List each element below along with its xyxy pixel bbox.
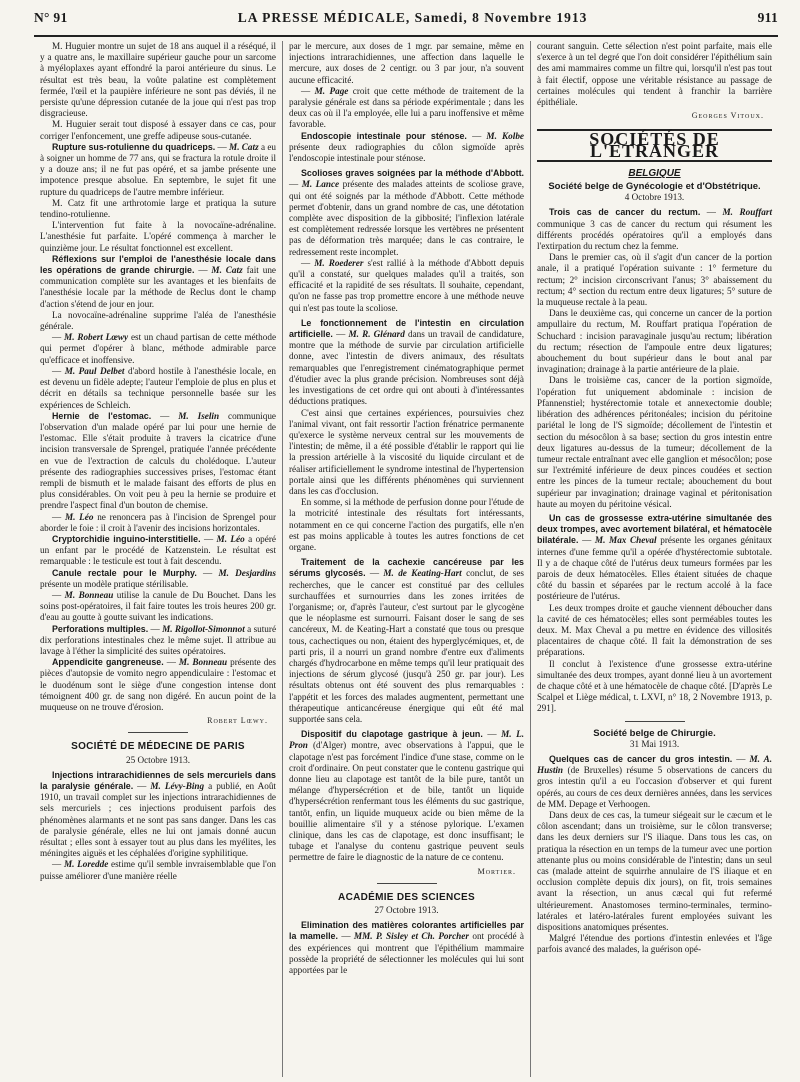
article-author: M. Lance: [301, 179, 340, 190]
article-text: ont procédé à des expériences qui montrent que l'épithélium mammaire possède la propriété de sélectionner les molécules qui lui sont apportées par le: [289, 931, 525, 976]
article-text: s'est rallié à la méthode d'Abbott depuis qu'il a constaté, sur quelques malades qu'il a traités, son efficacité et la rapidité de ses résultats. Il souhaite, cependant, qu'on ne fasse pas trop promettre encore à une méthode neuve qui n'est pas toute la scoliose.: [289, 257, 525, 313]
article-text: présente les organes génitaux internes d'une femme qu'il a opérée d'hystérectomie subtotale. Il y a de chaque côté de l'utérus deux tumeurs formées par les parois de deux hématocèles. Elles étaient situées de chaque côté du bassin et séparées par le rectum accolé à la face postérieure de l'utérus.: [537, 535, 773, 602]
section-heading: SOCIÉTÉ DE MÉDECINE DE PARIS: [71, 741, 245, 753]
article-author: M. R. Glénard: [348, 329, 405, 340]
article: Traitement de la cachexie cancéreuse par les sérums glycosés. — M. de Keating-Hart conclut, de ses recherches, que le cancer est constitué par des cellules surchauffées et surnourries dans les zones irritées de l'organisme; or, d'après l'auteur, c'est surtout par le glycogène que le néoplasme est surnourri. Faisant doser le sang de ses cancéreux, M. de Keating-Hart a constaté que tous ou presque tous, cachectiques ou non, étaient des hyperglycémiques, et, de parti pris, il a nourri un grand nombre d'entre eux d'aliments chargés d'hydrocarbone en même temps qu'il leur pratiquait des injections de sérum glycosé (jusqu'à 250 gr. par jour). Les résultats obtenus ont été souvent des plus remarquables : l'appétit et les forces des malades augmentent, permettant une thérapeutique anticancéreuse énergique qui eût été mal supportée sans cela.: [289, 557, 524, 724]
article-author: M. Catz: [229, 141, 259, 152]
discussant: M. Bonneau: [64, 589, 114, 600]
article: Le fonctionnement de l'intestin en circulation artificielle. — M. R. Glénard dans un travail de candidature, montre que la méthode de survie par circulation artificielle donne, avec l'intestin de divers animaux, des résultats remarquables que l'enregistrement cinématographique permet d'étudier avec la plus grande précision. Nombreuses sont déjà les investigations de cet ordre qui ont abouti à d'intéressantes déductions pratiques.: [289, 317, 524, 407]
article-text: a publié, en Août 1910, un travail complet sur les injections intrarachidiennes de sels mercuriels ; ces injections produisent parfois des phénomènes alarmants et ne sont pas sans danger. Dans les cas de paralysie générale, elles ne lui ont jamais donné aucun résultat ; elles sont à essayer tout au plus dans les myélites, les méningites aiguës et les céphalées d'origine syphilitique.: [40, 781, 276, 859]
article-text: d'abord hostile à l'anesthésie locale, en est devenu un fidèle adepte; l'auteur l'emploie de plus en plus et décrit en détails sa technique personnelle basée sur les expériences de Schleich.: [40, 365, 277, 410]
paragraph: — M. Robert Lœwy est un chaud partisan de cette méthode qui permet d'opérer à blanc, méthode admirable parce qu'efficace et inoffensive.: [40, 332, 277, 365]
divider: [625, 721, 685, 722]
paragraph: M. Huguier serait tout disposé à essayer dans ce cas, pour corriger l'enfoncement, une greffe adipeuse sous-cutanée.: [40, 119, 276, 141]
article-title: Injections intrarachidiennes de sels mercuriels dans la paralysie générale.: [40, 769, 276, 791]
article: Réflexions sur l'emploi de l'anesthésie locale dans les opérations de grande chirurgie. — M. Catz fait une communication complète sur les avantages et les bienfaits de l'anesthésie locale par la méthode de Reclus dont le champ d'action s'étend de jour en jour.: [40, 253, 276, 309]
section-date: 27 Octobre 1913.: [374, 905, 439, 916]
article-title: Elimination des matières colorantes artificielles par la mamelle.: [289, 920, 524, 942]
article-text: est un chaud partisan de cette méthode qui permet d'opérer à blanc, méthode admirable parce qu'efficace et inoffensive.: [40, 332, 277, 365]
article-text: croit que cette méthode de traitement de la paralysie générale est dans sa période expérimentale ; dans les deux cas où il l'a employée, elle lui a paru inoffensive et même favorable.: [289, 85, 525, 130]
paragraph: — M. Page croit que cette méthode de traitement de la paralysie générale est dans sa période expérimentale ; dans les deux cas où il l'a employée, elle lui a paru inoffensive et même favorable.: [289, 85, 525, 130]
paragraph: Les deux trompes droite et gauche viennent déboucher dans la cavité de ces hématocèles; elles sont perméables toutes les deux. M. Max Cheval a pu mettre en évidence des villosités placentaires de chaque côté. Il fait la démonstration de ses préparations.: [537, 602, 772, 658]
article-title: Endoscopie intestinale pour sténose.: [301, 130, 467, 141]
article-author: MM. P. Sisley et Ch. Porcher: [353, 931, 469, 942]
discussant: M. Robert Lœwy: [64, 332, 129, 343]
signature: Robert Lœwy.: [207, 716, 268, 726]
text-columns: [34, 41, 778, 1077]
paragraph: — M. Léo ne renoncera pas à l'incision de Sprengel pour aborder le foie : il croit à l'avenir des incisions horizontales.: [40, 511, 277, 533]
article: Quelques cas de cancer du gros intestin. — M. A. Hustin (de Bruxelles) résume 5 observations de cancers du gros intestin qu'il a eu l'occasion d'observer et qui furent opérés, au cours de ces deux dernières années, dans les services de MM. Depage et Verhoogen.: [537, 753, 772, 809]
paragraph: Dans le troisième cas, cancer de la portion sigmoïde, l'opération fut uniquement abdominale : incision de Pfannenstiel; hystérectomie totale et annexectomie double; libération des adhérences péritonéales; incision du péritoine pariétal le long de l'S sigmoïde; décollement de l'intestin et section du mésocôlon à sa base; section du gros intestin entre deux ligatures au-dessus de la tumeur; décollement de la tumeur rectale entraînant avec elle ganglion et mésocôlon; pose sur l'extrémité inférieure de deux pinces coudées et section entre les pinces de la tumeur rectale; abouchement du bout supérieur par invagination; drainage vaginal et péritonisation haute au moyen du péritoine vésical.: [537, 375, 772, 509]
discussant: M. Loredde: [63, 859, 109, 870]
article-text: présente deux radiographies du côlon sigmoïde après l'endoscopie intestinale pour sténose.: [289, 141, 524, 164]
signature: Georges Vitoux.: [691, 111, 764, 121]
article-author: M. Catz: [211, 265, 243, 276]
page-number: 911: [757, 10, 778, 25]
paragraph: — M. Bonneau utilise la canule de Du Bouchet. Dans les soins post-opératoires, il fait faire toutes les trois heures 200 gr. d'eau au goutte à goutte suivant les indications.: [40, 589, 276, 623]
article-title: Rupture sus-rotulienne du quadriceps.: [52, 141, 216, 152]
section-banner: SOCIÉTÉS DE L'ÉTRANGER: [537, 129, 772, 161]
article: Elimination des matières colorantes artificielles par la mamelle. — MM. P. Sisley et Ch. Porcher ont procédé à des expériences qui montrent que l'épithélium mammaire possède la propriété de sélectionner les molécules qui lui sont apportées par le: [289, 920, 525, 976]
article-author: M. Max Cheval: [594, 535, 657, 546]
article: Hernie de l'estomac. — M. Iselin communique l'observation d'un malade opéré par lui pour une hernie de l'estomac. Elle s'était produite à travers la cicatrice d'une incision transversale de Sprengel, pratiquée l'année précédente en vue de l'extraction de calculs du cholédoque. L'auteur présente des radiographies successives prises, l'estomac étant rempli de bismuth et le malade faisant des efforts de plus en plus considérables. On voit peu à peu la hernie se produire et prendre l'aspect final d'un bouton de chemise.: [40, 410, 276, 511]
article-text: communique 3 cas de cancer du rectum qui résument les différents procédés opératoires qu'il a employés dans l'extirpation du rectum chez la femme.: [537, 218, 772, 252]
article-author: M. Rouffart: [722, 207, 772, 218]
signature: Mortier.: [477, 866, 516, 876]
paragraph: En somme, si la méthode de perfusion donne pour l'étude de la motricité intestinale des résultats fort intéressants, notamment en ce qui concerne l'action des purgatifs, elle n'en est pas moins applicable à toutes les autres fonctions de cet organe.: [289, 497, 524, 552]
paragraph: courant sanguin. Cette sélection n'est point parfaite, mais elle s'exerce à un tel degré que l'on doit considérer l'épithélium sain des ami mammaires comme un filtre qui, lorsqu'il n'est pas tout à fait électif, oppose une véritable résistance au passage de certaines molécules qui tendent à franchir la barrière épithéliale.: [537, 41, 772, 108]
society-heading: Société belge de Gynécologie et d'Obstétrique.: [548, 181, 761, 193]
article-author: M. L. Pron: [289, 729, 525, 751]
article-text: a suturé dix perforations intestinales chez le même sujet. Il attribue au lavage à l'éther la simplicité des suites opératoires.: [40, 623, 277, 656]
column-2: [282, 41, 530, 1077]
article-author: M. A. Hustin: [537, 753, 772, 776]
article-text: présente des malades atteints de scoliose grave, qui ont été soignés par la méthode d'Abbott. Cette méthode permet d'obtenir, dans un grand nombre de cas, une détotation complète avec disposition de la gibbosité; l'inflexion latérale est complètement redressée lorsque les vertèbres ne présentent pas de déformation très marquée; dans le cas contraire, le redressement reste incomplet.: [289, 179, 525, 257]
paragraph: Dans le premier cas, où il s'agit d'un cancer de la portion anale, il a pratiqué l'opération suivante : 1° fermeture du rectum; 2° incision circonscrivant l'anus; 3° abaissement du rectum; 4° section du rectum entre deux ligatures; 5° suture de la muqueuse rectale à la peau.: [537, 252, 772, 308]
discussant: M. Léo: [64, 511, 94, 522]
issue-number: N° 91: [34, 10, 68, 25]
article-text: a opéré un enfant par le procédé de Katzenstein. Le résultat est remarquable : le testicule est tout à fait descendu.: [40, 533, 276, 567]
discussant: M. Roederer: [314, 257, 364, 268]
section-date: 25 Octobre 1913.: [125, 754, 191, 765]
article-author: M. Bonneau: [178, 657, 228, 668]
article: Un cas de grossesse extra-utérine simultanée des deux trompes, avec avortement bilatéral, et hématocèle bilatérale. — M. Max Cheval présente les organes génitaux internes d'une femme qu'il a opérée d'hystérectomie subtotale. Il y a de chaque côté de l'utérus deux tumeurs formées par les parois de deux hématocèles. Elles étaient situées de chaque côté du bassin et séparées par le rectum accolé à la face postérieure de l'utérus.: [537, 512, 773, 602]
article-title: Traitement de la cachexie cancéreuse par les sérums glycosés.: [289, 557, 524, 579]
society-heading: Société belge de Chirurgie.: [593, 727, 716, 739]
paragraph: C'est ainsi que certaines expériences, poursuivies chez l'animal vivant, ont fait ressortir l'action frénatrice permanente qu'exerce le système nerveux central sur les mouvements de l'intestin; de même, il a été possible d'établir le rapport qui lie la pression artérielle à la viscosité du liquide circulant et de réaliser artificiellement le syndrome intestinal de l'hypertension portale ainsi que les différents phénomènes qui surviennent dans les cas d'occlusion.: [289, 407, 524, 496]
paragraph: — M. Roederer s'est rallié à la méthode d'Abbott depuis qu'il a constaté, sur quelques malades qu'il a traités, son efficacité et la rapidité de ses résultats. Il souhaite, cependant, qu'on ne fasse pas trop promettre encore à une méthode neuve qui n'est pas toute la scoliose.: [289, 257, 525, 313]
article: Canule rectale pour le Murphy. — M. Desjardins présente un modèle pratique stérilisable.: [40, 567, 276, 589]
article-author: M. Rigollot-Simonnot: [162, 623, 245, 634]
article: Appendicite gangreneuse. — M. Bonneau présente des pièces d'autopsie de vomito negro appendiculaire : l'estomac et le duodénum sont le siège d'une congestion intense dont témoignent 400 gr. de sang non digéré. En aucun point de la muqueuse on ne trouve d'érosion.: [40, 657, 276, 712]
article-author: M. Iselin: [178, 410, 220, 421]
article-title: Le fonctionnement de l'intestin en circulation artificielle.: [289, 317, 524, 340]
divider: [377, 883, 437, 884]
country-heading: BELGIQUE: [628, 167, 681, 179]
paragraph: — M. Loredde estime qu'il semble invraisemblable que l'on puisse améliorer d'une manière réelle: [40, 859, 277, 881]
article-text: estime qu'il semble invraisemblable que l'on puisse améliorer d'une manière réelle: [40, 859, 277, 881]
article-text: présente un modèle pratique stérilisable.: [40, 578, 189, 589]
paragraph: — M. Paul Delbet d'abord hostile à l'anesthésie locale, en est devenu un fidèle adepte; l'auteur l'emploie de plus en plus et décrit en détails sa technique personnelle basée sur les expériences de Schleich.: [40, 365, 277, 410]
section-date: 4 Octobre 1913.: [624, 192, 685, 203]
article-text: (d'Alger) montre, avec observations à l'appui, que le clapotage n'est pas forcément l'indice d'une stase, comme on le croit d'ordinaire. On peut constater que le contenu gastrique qui donne lieu au clapotage est tantôt de la bile pure, tantôt un mélange d'hypersécrétion et de bile, tantôt un liquide d'hypersécrétion renfermant tous les éléments du suc gastrique, tantôt, enfin, un liquide muqueux acide ou bien même de la bouillie alimentaire s'il y a sténose pylorique. L'examen clinique, dans les cas de clapotage, est donc insuffisant; le tubage et l'analyse du contenu gastrique peuvent seuls permettre de faire le diagnostic de la nature de ce contenu.: [289, 740, 525, 863]
discussant: M. Paul Delbet: [64, 365, 125, 376]
paragraph: M. Huguier montre un sujet de 18 ans auquel il a réséqué, il y a quatre ans, le maxillaire supérieur gauche pour un sarcome à myéloplaxes ayant effondré la paroi antérieure du sinus. Le résultat est très beau, la voûte palatine est complètement fermée, l'œil et la paupière inférieure ne sont pas déviés, il ne persiste qu'une dépression cutanée de la joue qui n'est pas trop disgracieuse.: [40, 41, 276, 119]
paragraph: L'intervention fut faite à la novocaïne-adrénaline. L'anesthésie fut parfaite. L'opéré commença à marcher le quinzième jour. Le résultat fonctionnel est excellent.: [40, 220, 276, 253]
article-text: conclut, de ses recherches, que le cancer est constitué par des cellules surchauffées et surnourries dans les zones irritées de l'organisme; or, d'après l'auteur, c'est surtout par le glycogène que le néoplasme est surnourri. Faisant doser le sang de ses cancéreux, M. de Keating-Hart a constaté que tous ou presque tous, cachectiques ou non, étaient des hyperglycémiques, et, de parti pris, il a nourri un grand nombre d'entre eux d'aliments chargés d'hydrocarbone en même temps qu'il leur pratiquait des injections de sérum glycosé (jusqu'à 250 gr. par jour). Les résultats obtenus ont été souvent des plus remarquables : l'appétit et les forces des malades augmentent, permettant une thérapeutique anticancéreuse énergique qui eût été mal supportée sans cela.: [289, 568, 524, 724]
article: Injections intrarachidiennes de sels mercuriels dans la paralysie générale. — M. Lévy-Bing a publié, en Août 1910, un travail complet sur les injections intrarachidiennes de sels mercuriels ; ces injections produisent parfois des phénomènes alarmants et ne sont pas sans danger. Dans les cas de paralysie générale, elles ne lui ont jamais donné aucun résultat ; elles sont à essayer tout au plus dans les myélites, les méningites aiguës et les céphalées d'origine syphilitique.: [40, 769, 276, 859]
column-3: [530, 41, 778, 1077]
article-title: Trois cas de cancer du rectum.: [549, 207, 701, 218]
article: Cryptorchidie inguino-interstitielle. — M. Léo a opéré un enfant par le procédé de Katzenstein. Le résultat est remarquable : le testicule est tout à fait descendu.: [40, 533, 276, 567]
article-title: Scolioses graves soignées par la méthode d'Abbott.: [301, 168, 524, 179]
article: Rupture sus-rotulienne du quadriceps. — M. Catz a eu à soigner un homme de 77 ans, qui se fractura la rotule droite il y a douze ans; il ne fut pas opéré, et sa jambe présente une impotence presque absolue. En septembre, le sujet fit une rupture du quadriceps de l'autre membre inférieur.: [40, 141, 277, 197]
divider: [128, 732, 188, 733]
discussant: M. Page: [314, 85, 349, 96]
article-title: Appendicite gangreneuse.: [52, 657, 164, 668]
article-title: Un cas de grossesse extra-utérine simultanée des deux trompes, avec avortement bilatéral, et hématocèle bilatérale.: [537, 512, 772, 546]
running-header: [34, 10, 778, 37]
article-title: Dispositif du clapotage gastrique à jeun.: [301, 729, 483, 740]
paragraph: Dans le deuxième cas, qui concerne un cancer de la portion ampullaire du rectum, M. Rouffart pratiqua l'opération de Schuchard : incision paravaginale jusqu'au rectum; libération du rectum; résection de l'ampoule entre deux ligatures; abouchement du bout supérieur dans le bout anal par invagination; drainage à la partie antérieure de la plaie.: [537, 308, 772, 375]
paragraph: par le mercure, aux doses de 1 mgr. par semaine, même en injections intrarachidiennes, une affection dans laquelle le mercure, aux doses de 2 centigr. ou 3 par jour, n'a souvent aucune efficacité.: [289, 41, 524, 85]
article-author: M. Kolbe: [486, 130, 524, 141]
article-text: dans un travail de candidature, montre que la méthode de survie par circulation artificielle donne, avec l'intestin de divers animaux, des résultats remarquables que l'enregistrement cinématographique permet d'étudier avec la plus grande précision. Nombreuses sont déjà les investigations de cet ordre qui ont abouti à d'intéressantes déductions pratiques.: [289, 329, 524, 407]
paragraph: La novocaïne-adrénaline supprime l'aléa de l'anesthésie générale.: [40, 309, 276, 332]
article-title: Canule rectale pour le Murphy.: [52, 567, 197, 578]
article-text: communique l'observation d'un malade opéré par lui pour une hernie de l'estomac. Elle s'était produite à travers la cicatrice d'une incision transversale de Sprengel, pratiquée l'année précédente en vue de l'extraction de calculs du cholédoque. L'auteur présente des radiographies successives prises, l'estomac étant rempli de bismuth et le malade faisant des efforts de plus en plus considérables. On voit peu à peu la hernie se produire et prendre l'aspect final d'un bouton de chemise.: [40, 410, 276, 511]
paragraph: Il conclut à l'existence d'une grossesse extra-utérine simultanée des deux trompes, ayant donné lieu à un avortement de chaque côté et à une hématocèle de chaque côté. [D'après Le Scalpel et Liège médical, t. LXVI, n° 18, 2 Novembre 1913, p. 291].: [537, 658, 772, 714]
article-text: a eu à soigner un homme de 77 ans, qui se fractura la rotule droite il y a douze ans; il ne fut pas opéré, et sa jambe présente une impotence presque absolue. En septembre, le sujet fit une rupture du quadriceps de l'autre membre inférieur.: [40, 141, 277, 197]
article-text: utilise la canule de Du Bouchet. Dans les soins post-opératoires, il fait faire toutes les trois heures 200 gr. d'eau au goutte à goutte suivant les indications.: [40, 589, 276, 623]
article-author: M. Desjardins: [218, 567, 276, 578]
article-text: fait une communication complète sur les avantages et les bienfaits de l'anesthésie locale par la méthode de Reclus dont le champ d'action s'étend de jour en jour.: [40, 265, 276, 309]
article-text: ne renoncera pas à l'incision de Sprengel pour aborder le foie : il croit à l'avenir des incisions horizontales.: [40, 511, 277, 533]
article: Endoscopie intestinale pour sténose. — M. Kolbe présente deux radiographies du côlon sigmoïde après l'endoscopie intestinale pour sténose.: [289, 130, 524, 164]
article-text: (de Bruxelles) résume 5 observations de cancers du gros intestin qu'il a eu l'occasion d'observer et qui furent opérés, au cours de ces deux dernières années, dans les services de MM. Depage et Verhoogen.: [537, 765, 772, 809]
article-text: présente des pièces d'autopsie de vomito negro appendiculaire : l'estomac et le duodénum sont le siège d'une congestion intense dont témoignent 400 gr. de sang non digéré. En aucun point de la muqueuse on ne trouve d'érosion.: [40, 657, 276, 712]
article: Trois cas de cancer du rectum. — M. Rouffart communique 3 cas de cancer du rectum qui résument les différents procédés opératoires qu'il a employés dans l'extirpation du rectum chez la femme.: [537, 207, 772, 252]
article-title: Perforations multiples.: [52, 623, 149, 634]
section-date: 31 Mai 1913.: [629, 738, 680, 749]
column-1: [34, 41, 282, 1077]
article: Dispositif du clapotage gastrique à jeun. — M. L. Pron (d'Alger) montre, avec observations à l'appui, que le clapotage n'est pas forcément l'indice d'une stase, comme on le croit d'ordinaire. On peut constater que le contenu gastrique qui donne lieu au clapotage est tantôt de la bile pure, tantôt un mélange d'hypersécrétion et de bile, tantôt un liquide d'hypersécrétion renfermant tous les éléments du suc gastrique, tantôt, enfin, un liquide muqueux acide ou bien même de la bouillie alimentaire s'il y a sténose pylorique. L'examen clinique, dans les cas de clapotage, est donc insuffisant; le tubage et l'analyse du contenu gastrique peuvent seuls permettre de faire le diagnostic de la nature de ce contenu.: [289, 729, 525, 863]
paragraph: Dans deux de ces cas, la tumeur siégeait sur le cæcum et le côlon ascendant; dans un troisième, sur le côlon transverse; dans les deux derniers sur l'S iliaque. Dans tous les cas, on pratiqua la résection en un temps de la tumeur avec une portion attenante plus ou moins considérable de l'intestin; dans un seul cas (malade atteint de squirrhe annulaire de l'S iliaque et en occlusion complète depuis dix jours), on fit, trois semaines avant la résection, un anus cæcal qui fut refermé ultérieurement. Anastomoses termino-terminales, termino-latérales et latéro-latérales furent employées suivant les dispositions anatomiques présentes.: [537, 810, 772, 933]
article: Scolioses graves soignées par la méthode d'Abbott. — M. Lance présente des malades atteints de scoliose grave, qui ont été soignés par la méthode d'Abbott. Cette méthode permet d'obtenir, dans un grand nombre de cas, une détotation complète avec disposition de la gibbosité; l'inflexion latérale est complètement redressée lorsque les vertèbres ne présentent pas de déformation très marquée; dans le cas contraire, le redressement reste incomplet.: [289, 168, 525, 257]
article-author: M. Lévy-Bing: [150, 781, 205, 791]
section-heading: ACADÉMIE DES SCIENCES: [338, 891, 475, 903]
paragraph: M. Catz fit une arthrotomie large et pratiqua la suture tendino-rotulienne.: [40, 197, 276, 220]
article-author: M. de Keating-Hart: [383, 568, 462, 579]
paragraph: Malgré l'étendue des portions d'intestin enlevées et l'âge parfois avancé des malades, la guérison opé-: [537, 933, 772, 955]
journal-title: LA PRESSE MÉDICALE, Samedi, 8 Novembre 1913: [237, 10, 588, 25]
article-title: Cryptorchidie inguino-interstitielle.: [52, 533, 201, 544]
article: Perforations multiples. — M. Rigollot-Simonnot a suturé dix perforations intestinales chez le même sujet. Il attribue au lavage à l'éther la simplicité des suites opératoires.: [40, 623, 277, 656]
article-title: Quelques cas de cancer du gros intestin.: [549, 753, 733, 764]
article-title: Réflexions sur l'emploi de l'anesthésie locale dans les opérations de grande chirurgie.: [40, 253, 276, 276]
article-title: Hernie de l'estomac.: [52, 410, 152, 421]
article-author: M. Léo: [216, 533, 245, 544]
